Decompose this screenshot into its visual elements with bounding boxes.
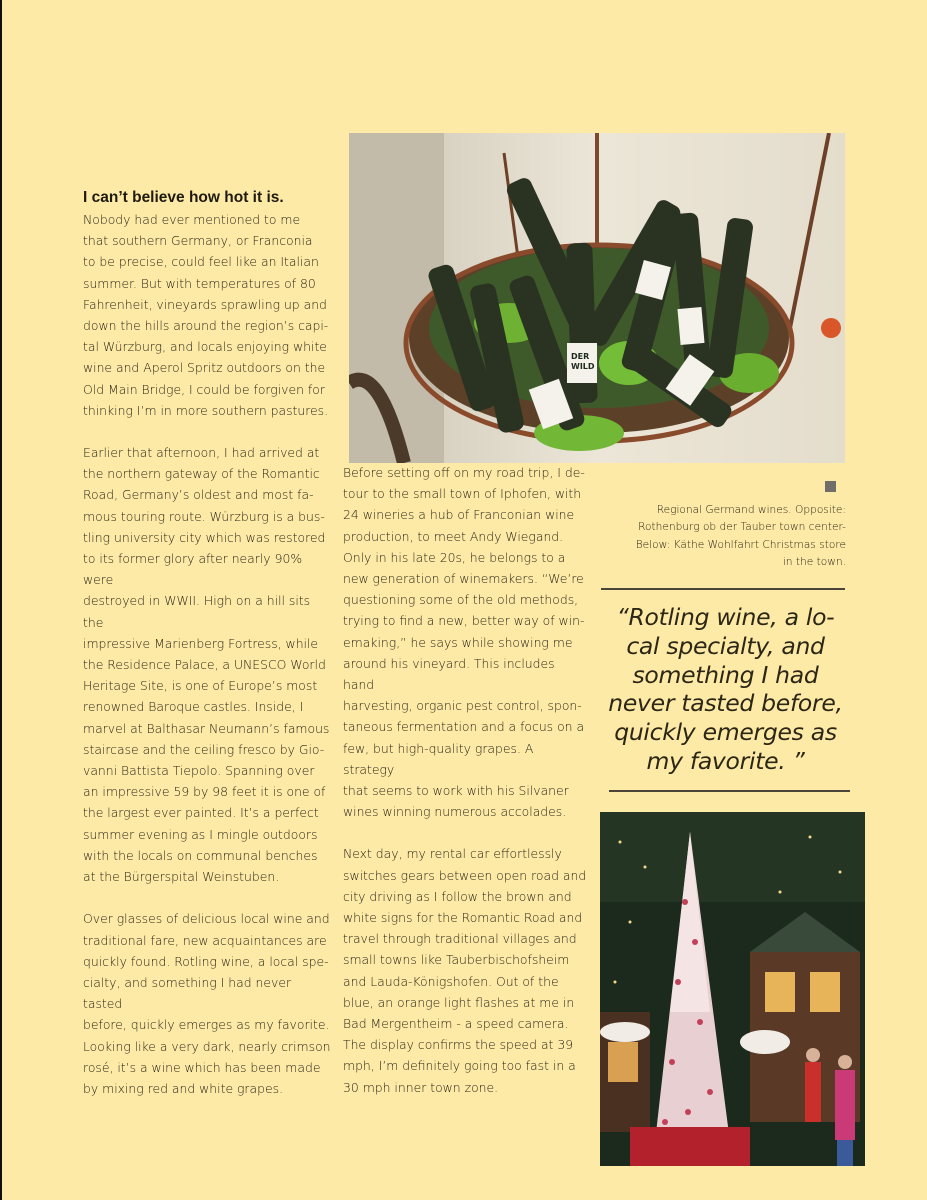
article-column-1 (83, 187, 333, 1120)
caption-marker (825, 481, 836, 492)
paragraph: Nobody had ever mentioned to me that southern Germany, or Franconia to be precise, could feel like an Italian summer. But with temperatures of 80 Fahrenheit, vineyards sprawling up and down the hills around the region’s capi- tal Würzburg, and locals enjoying white wine and Aperol Spritz outdoors on the Old Main Bridge, I could be forgiven for thinking I’m in more southern pastures. (83, 212, 329, 418)
paragraph: Over glasses of delicious local wine and traditional fare, new acquaintances are quickly found. Rotling wine, a local spe- cialty, and something I had never tasted before, quickly emerges as my favorite. Looking like a very dark, nearly crimson rosé, it’s a wine which has been made by mixing red and white grapes. (83, 911, 331, 1096)
pull-quote-bottom-rule (609, 790, 850, 792)
paragraph: Earlier that afternoon, I had arrived at the northern gateway of the Romantic Road, Germany’s oldest and most fa- mous touring route. Würzburg is a bus- tling university city which was restored to its former glory after nearly 90% were destroyed in WWII. High on a hill sits the impressive Marienberg Fortress, while the Residence Palace, a UNESCO World Heritage Site, is one of Europe’s most renowned Baroque castles. Inside, I marvel at Balthasar Neumann’s famous staircase and the ceiling fresco by Gio- vanni Battista Tiepolo. Spanning over an impressive 59 by 98 feet it is one of the largest ever painted. It’s a perfect summer evening as I mingle outdoors with the locals on communal benches at the Bürgerspital Weinstuben. (83, 445, 330, 885)
paragraph: Before setting off on my road trip, I de- tour to the small town of Iphofen, with 24 wineries a hub of Franconian wine production, to meet Andy Wiegand. Only in his late 20s, he belongs to a new generation of winemakers. “We’re questioning some of the old methods, trying to find a new, better way of win- emaking,” he says while showing me around his vineyard. This includes hand harvesting, organic pest control, spon- taneous fermentation and a focus on a few, but high-quality grapes. A strategy that seems to work with his Silvaner wines winning numerous accolades. (343, 465, 585, 820)
svg-text:WILD: WILD (571, 362, 595, 371)
page-left-border (0, 0, 2, 1200)
article-heading: I can’t believe how hot it is. (83, 189, 284, 206)
christmas-store-photo (600, 812, 865, 1166)
photo-caption: Regional Germand wines. Opposite: Rothenburg ob der Tauber town center- Below: Käthe Wohlfahrt Christmas store in the town. (635, 504, 846, 568)
article-column-2 (343, 462, 588, 1119)
pull-quote: “Rotling wine, a lo- cal specialty, and something I had never tasted before, quickly emerges as my favorite. ” (608, 603, 843, 775)
paragraph: Next day, my rental car effortlessly switches gears between open road and city driving as I follow the brown and white signs for the Romantic Road and travel through traditional villages and small towns like Tauberbischofsheim and Lauda-Königshofen. Out of the blue, an orange light flashes at me in Bad Mergentheim - a speed camera. The display confirms the speed at 39 mph, I’m definitely going too fast in a 30 mph inner town zone. (343, 846, 587, 1095)
wine-bottles-photo (349, 133, 845, 463)
svg-text:DER: DER (571, 352, 590, 361)
pull-quote-top-rule (601, 588, 845, 590)
